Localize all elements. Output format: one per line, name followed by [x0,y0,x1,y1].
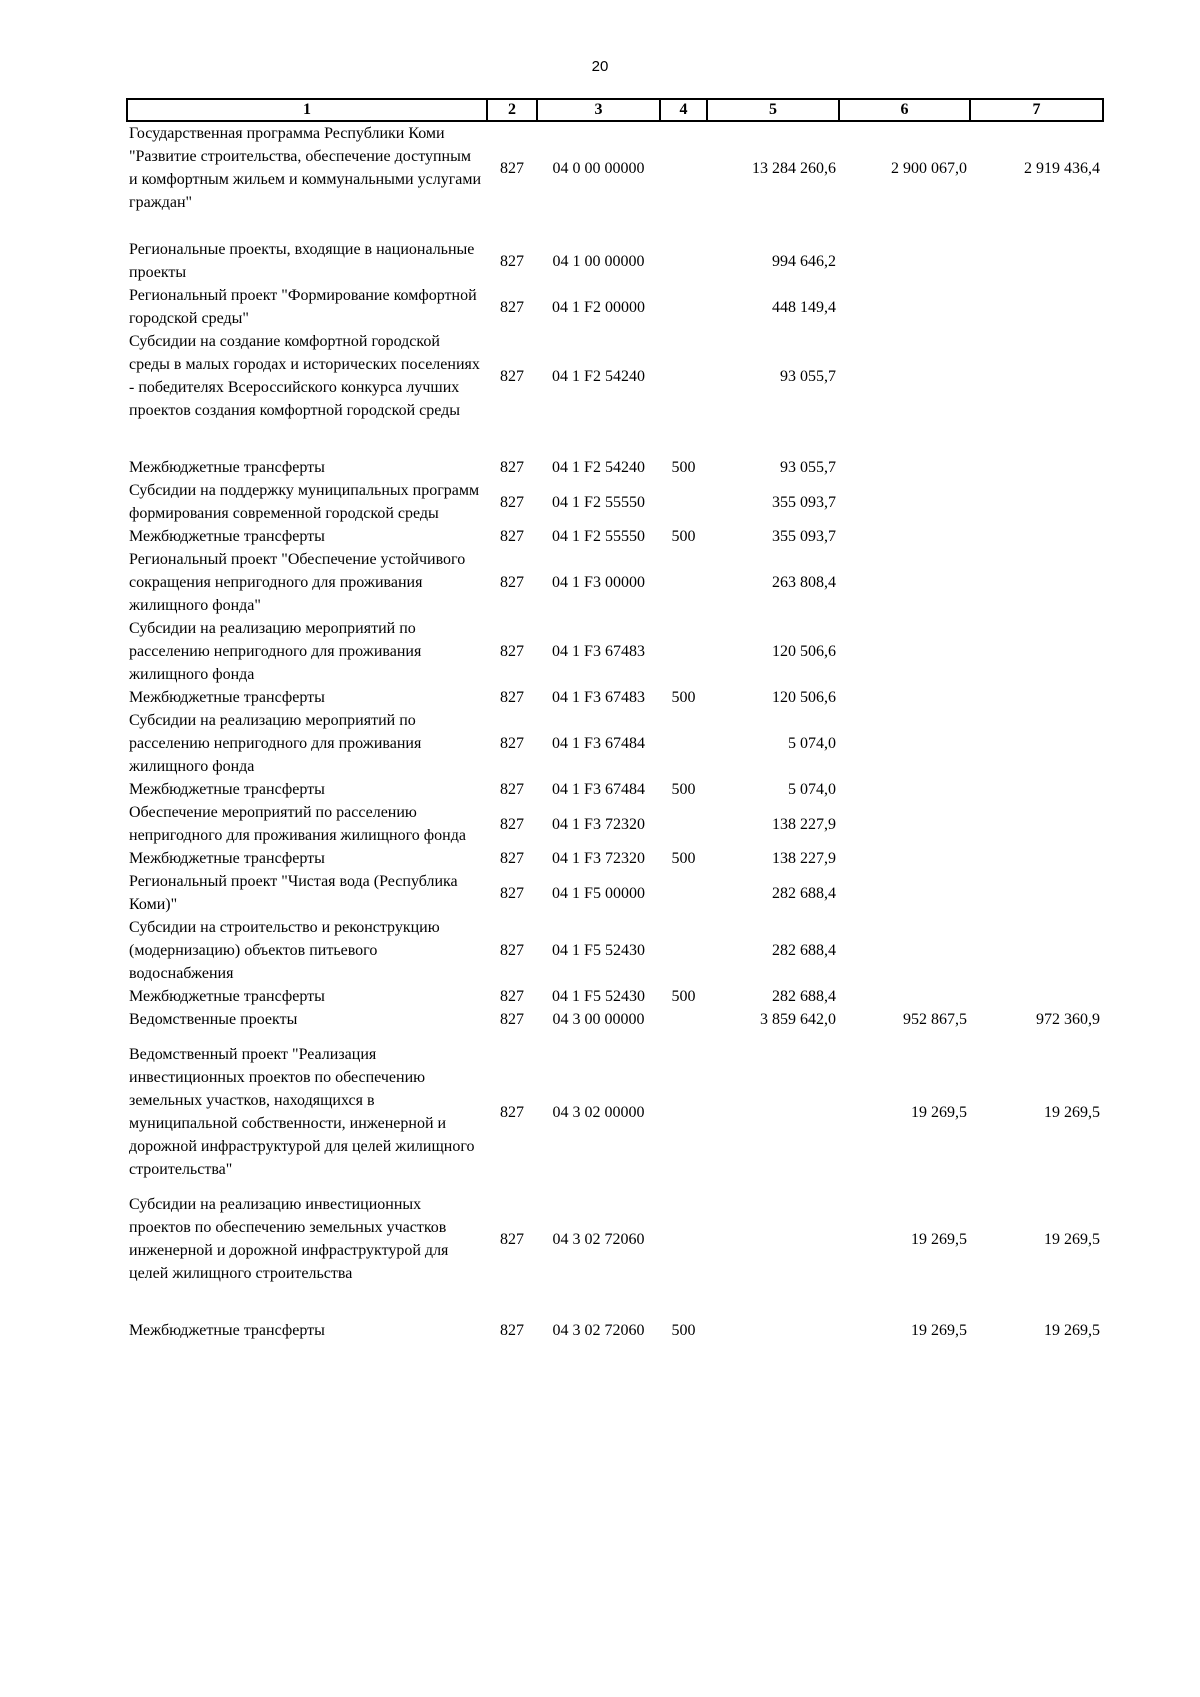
header-cell-7: 7 [970,99,1103,121]
row-vr-cell [660,1193,707,1319]
row-value-5-cell: 5 074,0 [788,735,836,752]
row-vr-cell [660,916,707,985]
row-value-6-cell [839,916,970,985]
row-gr-cell: 827 [500,815,524,833]
row-value-6-cell: 19 269,5 [911,1322,967,1339]
row-name-cell: Субсидии на поддержку муниципальных программ формирования современной городской среды [129,482,480,522]
row-csr-cell: 04 1 F3 72320 [552,850,645,867]
row-value-6-cell [839,226,970,284]
row-vr-cell [660,1031,707,1193]
table-row [127,985,1103,1008]
row-value-7-cell [970,847,1103,870]
table-row [127,778,1103,801]
row-value-5-cell: 355 093,7 [772,528,836,545]
row-value-6-cell: 952 867,5 [903,1011,967,1028]
row-vr-cell [660,226,707,284]
row-name-cell: Субсидии на реализацию мероприятий по расселению непригодного для проживания жилищного фонда [129,620,422,683]
table-row [127,847,1103,870]
row-gr-cell: 827 [500,942,524,959]
table-row [127,1031,1103,1193]
row-csr-cell: 04 0 00 00000 [552,159,645,177]
row-gr-cell: 827 [500,988,524,1005]
row-value-5-cell [707,1031,839,1193]
row-csr-cell: 04 1 F2 55550 [552,528,645,545]
row-vr-cell: 500 [671,459,696,476]
row-csr-cell: 04 1 F2 00000 [552,298,645,316]
row-csr-cell: 04 1 F2 54240 [552,459,645,476]
row-value-7-cell [970,870,1103,916]
row-value-5-cell: 355 093,7 [772,493,836,511]
row-name-cell: Региональный проект "Чистая вода (Республика Коми)" [129,873,458,913]
header-row [127,99,1103,121]
row-value-6-cell [839,847,970,870]
table-row [127,525,1103,548]
row-name-cell: Межбюджетные трансферты [129,1322,325,1339]
row-value-5-cell: 120 506,6 [772,643,836,660]
row-value-7-cell [970,479,1103,525]
row-value-6-cell [839,985,970,1008]
row-value-6-cell [839,548,970,617]
row-value-7-cell [970,456,1103,479]
row-csr-cell: 04 1 F3 67484 [552,781,645,798]
row-name-cell: Государственная программа Республики Коми "Развитие строительства, обеспечение доступным и комфортным жильем и коммунальными услугами граждан" [129,125,482,211]
row-value-7-cell: 19 269,5 [1044,1103,1100,1121]
row-value-7-cell [970,778,1103,801]
row-vr-cell: 500 [671,689,696,706]
table-row [127,686,1103,709]
table-header [127,99,1103,121]
row-name-cell: Межбюджетные трансферты [129,988,325,1005]
row-value-5-cell: 282 688,4 [772,884,836,902]
row-csr-cell: 04 1 F5 52430 [552,942,645,959]
table-row [127,617,1103,686]
row-vr-cell: 500 [671,1322,696,1339]
table-row [127,801,1103,847]
row-gr-cell: 827 [500,1103,524,1121]
row-value-5-cell: 93 055,7 [780,367,836,385]
table-row [127,1193,1103,1319]
row-value-6-cell: 19 269,5 [911,1103,967,1121]
row-value-6-cell: 2 900 067,0 [891,159,967,177]
table-row [127,709,1103,778]
row-gr-cell: 827 [500,367,524,385]
row-value-5-cell: 120 506,6 [772,689,836,706]
row-vr-cell: 500 [671,781,696,798]
row-name-cell: Межбюджетные трансферты [129,850,325,867]
row-value-7-cell [970,330,1103,456]
row-gr-cell: 827 [500,298,524,316]
header-cell-5: 5 [707,99,839,121]
row-value-6-cell [839,479,970,525]
table-body [127,121,1103,1342]
row-gr-cell: 827 [500,159,524,177]
row-value-7-cell [970,709,1103,778]
table-row [127,870,1103,916]
row-name-cell: Межбюджетные трансферты [129,528,325,545]
row-value-6-cell [839,778,970,801]
row-value-6-cell [839,456,970,479]
row-csr-cell: 04 1 F3 67483 [552,643,645,660]
row-value-6-cell: 19 269,5 [911,1230,967,1248]
row-value-5-cell: 138 227,9 [772,815,836,833]
row-name-cell: Субсидии на реализацию инвестиционных проектов по обеспечению земельных участков инженерной и дорожной инфраструктурой для целей жилищного строительства [129,1196,449,1282]
row-value-7-cell [970,686,1103,709]
table-row [127,916,1103,985]
row-gr-cell: 827 [500,528,524,545]
table-row [127,479,1103,525]
row-name-cell: Субсидии на реализацию мероприятий по расселению непригодного для проживания жилищного фонда [129,712,422,775]
row-name-cell: Ведомственные проекты [129,1011,298,1028]
row-value-6-cell [839,617,970,686]
row-gr-cell: 827 [500,574,524,591]
header-cell-4: 4 [660,99,707,121]
row-value-7-cell [970,226,1103,284]
row-value-7-cell [970,525,1103,548]
row-gr-cell: 827 [500,689,524,706]
row-csr-cell: 04 1 F5 00000 [552,884,645,902]
row-value-7-cell [970,284,1103,330]
row-name-cell: Субсидии на строительство и реконструкцию (модернизацию) объектов питьевого водоснабжения [129,919,440,982]
table-row [127,1008,1103,1031]
row-vr-cell [660,479,707,525]
row-value-7-cell [970,985,1103,1008]
row-vr-cell [660,801,707,847]
row-value-5-cell: 138 227,9 [772,850,836,867]
row-value-6-cell [839,709,970,778]
row-value-5-cell: 263 808,4 [772,574,836,591]
row-gr-cell: 827 [500,643,524,660]
row-value-7-cell [970,801,1103,847]
row-csr-cell: 04 1 00 00000 [552,252,645,270]
row-name-cell: Субсидии на создание комфортной городской среды в малых городах и исторических поселениях - победителях Всероссийского конкурса лучших проектов создания комфортной городской среды [129,333,480,419]
row-vr-cell [660,709,707,778]
row-vr-cell [660,121,707,226]
row-gr-cell: 827 [500,850,524,867]
row-name-cell: Межбюджетные трансферты [129,781,325,798]
row-vr-cell [660,870,707,916]
header-cell-3: 3 [537,99,660,121]
row-vr-cell: 500 [671,528,696,545]
row-gr-cell: 827 [500,735,524,752]
row-gr-cell: 827 [500,252,524,270]
row-value-5-cell: 994 646,2 [772,252,836,270]
row-csr-cell: 04 3 02 00000 [552,1103,645,1121]
table-row [127,548,1103,617]
row-csr-cell: 04 3 02 72060 [552,1230,645,1248]
row-name-cell: Ведомственный проект "Реализация инвестиционных проектов по обеспечению земельных участков, находящихся в муниципальной собственности, инженерной и дорожной инфраструктурой для целей жилищного строительства" [129,1046,475,1178]
row-csr-cell: 04 1 F2 54240 [552,367,645,385]
row-value-7-cell: 972 360,9 [1036,1011,1100,1028]
row-gr-cell: 827 [500,884,524,902]
row-csr-cell: 04 3 02 72060 [552,1322,645,1339]
row-csr-cell: 04 3 00 00000 [552,1011,645,1028]
header-cell-6: 6 [839,99,970,121]
row-gr-cell: 827 [500,493,524,511]
row-value-7-cell: 19 269,5 [1044,1230,1100,1248]
row-value-5-cell: 3 859 642,0 [760,1011,836,1028]
row-value-5-cell: 13 284 260,6 [752,159,836,177]
row-value-6-cell [839,686,970,709]
row-value-7-cell: 2 919 436,4 [1024,159,1100,177]
row-value-6-cell [839,870,970,916]
row-csr-cell: 04 1 F3 72320 [552,815,645,833]
row-name-cell: Региональный проект "Обеспечение устойчивого сокращения непригодного для проживания жилищного фонда" [129,551,466,614]
row-csr-cell: 04 1 F3 67484 [552,735,645,752]
header-cell-1: 1 [127,99,487,121]
table-row [127,121,1103,226]
table-row [127,226,1103,284]
row-gr-cell: 827 [500,1322,524,1339]
row-vr-cell: 500 [671,988,696,1005]
row-vr-cell [660,617,707,686]
row-value-7-cell [970,548,1103,617]
row-value-5-cell [707,1193,839,1319]
row-value-7-cell [970,916,1103,985]
row-value-5-cell: 282 688,4 [772,988,836,1005]
table-row [127,330,1103,456]
row-vr-cell [660,284,707,330]
row-csr-cell: 04 1 F3 67483 [552,689,645,706]
header-cell-2: 2 [487,99,537,121]
page-number: 20 [591,58,609,75]
row-csr-cell: 04 1 F2 55550 [552,493,645,511]
row-csr-cell: 04 1 F3 00000 [552,574,645,591]
row-vr-cell [660,330,707,456]
row-vr-cell [660,1008,707,1031]
row-gr-cell: 827 [500,781,524,798]
table-row [127,284,1103,330]
row-value-6-cell [839,801,970,847]
row-value-5-cell: 93 055,7 [780,459,836,476]
row-value-6-cell [839,525,970,548]
row-gr-cell: 827 [500,459,524,476]
row-vr-cell [660,548,707,617]
row-value-5-cell: 448 149,4 [772,298,836,316]
row-name-cell: Межбюджетные трансферты [129,689,325,706]
row-value-7-cell: 19 269,5 [1044,1322,1100,1339]
row-gr-cell: 827 [500,1230,524,1248]
row-value-6-cell [839,330,970,456]
budget-table [126,98,1104,1342]
row-csr-cell: 04 1 F5 52430 [552,988,645,1005]
row-value-7-cell [970,617,1103,686]
row-name-cell: Обеспечение мероприятий по расселению непригодного для проживания жилищного фонда [129,804,466,844]
row-value-5-cell: 282 688,4 [772,942,836,959]
row-name-cell: Межбюджетные трансферты [129,459,325,476]
table-row [127,456,1103,479]
row-name-cell: Региональные проекты, входящие в национальные проекты [129,241,475,281]
row-value-5-cell: 5 074,0 [788,781,836,798]
table-row [127,1319,1103,1342]
row-value-5-cell [707,1319,839,1342]
row-gr-cell: 827 [500,1011,524,1028]
row-value-6-cell [839,284,970,330]
row-vr-cell: 500 [671,850,696,867]
row-name-cell: Региональный проект "Формирование комфортной городской среды" [129,287,477,327]
